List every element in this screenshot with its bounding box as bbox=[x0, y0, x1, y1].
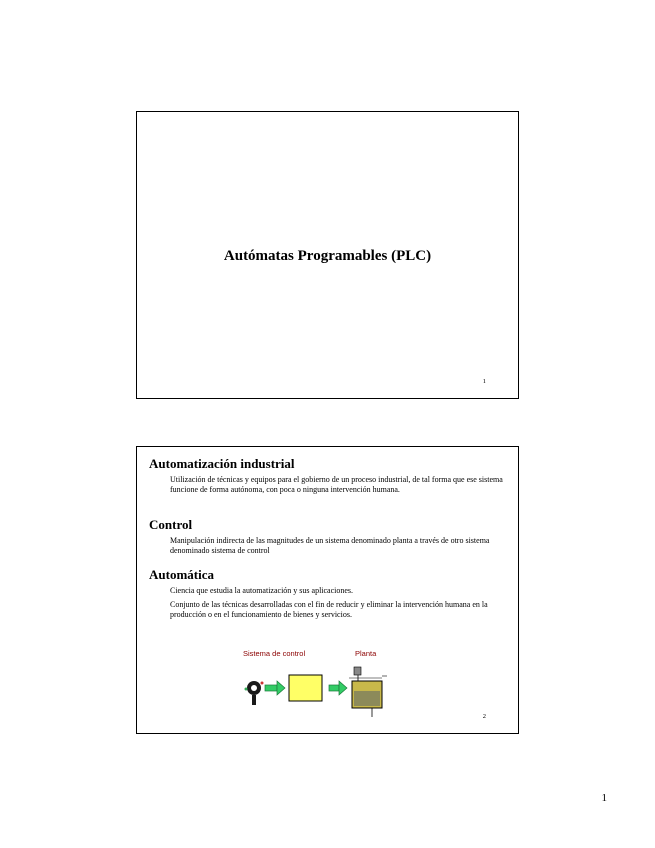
section-body bbox=[149, 536, 504, 556]
section-automatizacion bbox=[149, 456, 504, 499]
control-dial-icon bbox=[245, 681, 264, 705]
section-heading: Automática bbox=[149, 567, 214, 582]
paragraph: Manipulación indirecta de las magnitudes de un sistema denominado planta a través de otro sistema denominado sistema de control bbox=[170, 536, 490, 555]
controller-box bbox=[289, 675, 322, 701]
arrow-right-icon bbox=[265, 681, 285, 695]
arrow-right-icon bbox=[329, 681, 347, 695]
diagram-graphic bbox=[237, 647, 397, 722]
control-system-label: Sistema de control bbox=[243, 649, 306, 658]
section-body bbox=[149, 586, 504, 620]
paragraph: Utilización de técnicas y equipos para el gobierno de un proceso industrial, de tal forma que ese sistema funcione de forma autónoma, con poca o ninguna intervención humana. bbox=[170, 475, 503, 494]
paragraph: Conjunto de las técnicas desarrolladas con el fin de reducir y eliminar la intervención humana en la producción o en el funcionamiento de bienes y servicios. bbox=[170, 600, 488, 619]
slide-number: 2 bbox=[482, 713, 486, 720]
plant-tank-icon bbox=[349, 667, 387, 717]
section-automatica bbox=[149, 567, 504, 624]
section-body bbox=[149, 475, 504, 495]
page-number: 1 bbox=[601, 792, 607, 804]
slide-number: 1 bbox=[482, 378, 486, 385]
control-diagram bbox=[237, 647, 397, 722]
slide-1 bbox=[136, 111, 519, 399]
plant-label: Planta bbox=[355, 649, 377, 658]
paragraph: Ciencia que estudia la automatización y sus aplicaciones. bbox=[170, 586, 354, 595]
section-heading: Control bbox=[149, 517, 193, 532]
section-control bbox=[149, 517, 504, 560]
slide-2 bbox=[136, 446, 519, 734]
slide-title: Autómatas Programables (PLC) bbox=[223, 248, 432, 264]
section-heading: Automatización industrial bbox=[149, 456, 295, 471]
